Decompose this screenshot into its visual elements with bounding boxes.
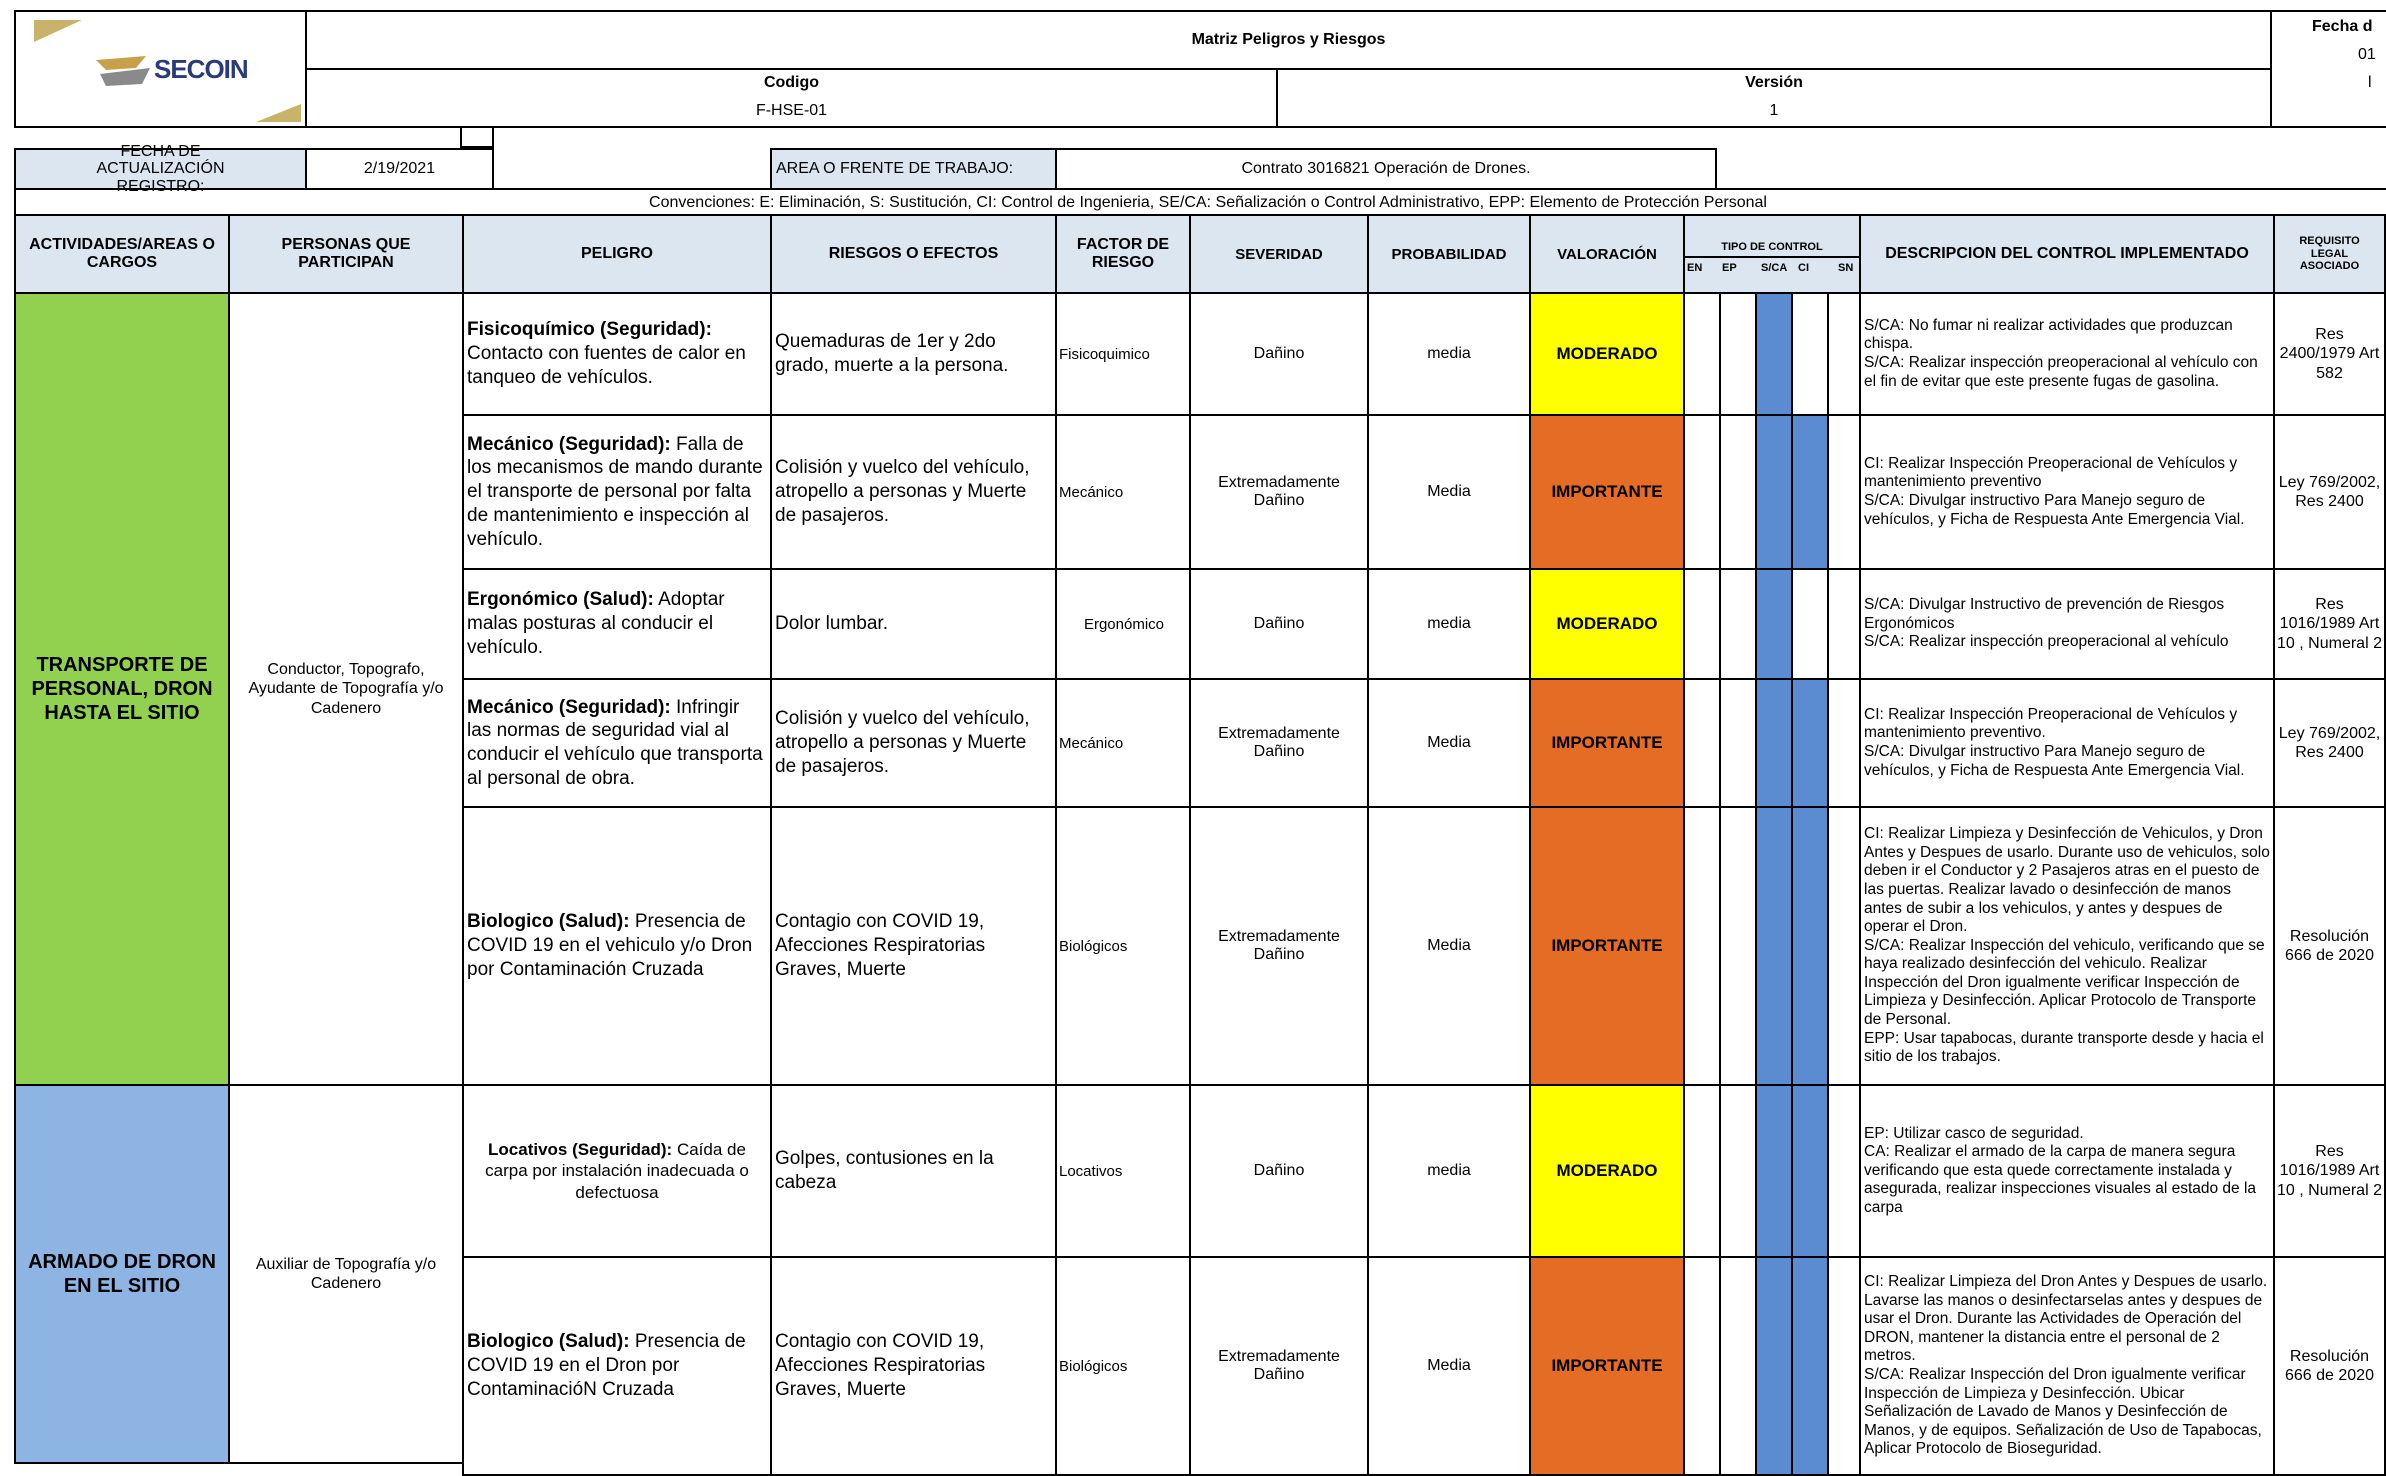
activity-armado: ARMADO DE DRON EN EL SITIO bbox=[14, 1084, 230, 1464]
control-sn-cell bbox=[1827, 678, 1861, 808]
peligro-cell bbox=[462, 292, 772, 416]
severidad-cell bbox=[1189, 806, 1369, 1086]
riesgo-cell bbox=[770, 292, 1057, 416]
requisito-cell bbox=[2273, 568, 2386, 680]
peligro-cell bbox=[462, 1256, 772, 1476]
control-en-cell bbox=[1683, 414, 1721, 570]
probabilidad-text: Media bbox=[1427, 1357, 1471, 1374]
peligro-type: Mecánico (Seguridad): bbox=[467, 433, 671, 455]
col-valoracion: VALORACIÓN bbox=[1529, 214, 1685, 294]
requisito-text: Ley 769/2002, Res 2400 bbox=[2278, 724, 2381, 761]
severidad-cell bbox=[1189, 568, 1369, 680]
requisito-text: Ley 769/2002, Res 2400 bbox=[2278, 473, 2381, 510]
riesgo-text: Quemaduras de 1er y 2do grado, muerte a la persona. bbox=[775, 331, 1009, 376]
control-sca-cell bbox=[1755, 806, 1793, 1086]
probabilidad-text: media bbox=[1427, 615, 1471, 632]
valoracion-cell bbox=[1529, 806, 1685, 1086]
riesgo-cell bbox=[770, 568, 1057, 680]
probabilidad-text: media bbox=[1427, 1162, 1471, 1179]
control-sn-cell bbox=[1827, 568, 1861, 680]
riesgo-cell bbox=[770, 1084, 1057, 1258]
requisito-cell bbox=[2273, 292, 2386, 416]
control-sca-cell bbox=[1755, 568, 1793, 680]
control-en-cell bbox=[1683, 1084, 1721, 1258]
fecha-cell bbox=[2270, 10, 2386, 128]
control-sca-cell bbox=[1755, 678, 1793, 808]
peligro-content bbox=[467, 433, 767, 552]
descripcion-cell bbox=[1859, 806, 2275, 1086]
descripcion-cell bbox=[1859, 568, 2275, 680]
fecha-value: 01 bbox=[2358, 46, 2376, 63]
descripcion-text: CI: Realizar Limpieza y Desinfección de Vehiculos, y Dron Antes y Despues de usarlo. Durante uso de vehiculos, solo deben ir el Conductor y 2 Pasajeros atras en el puesto de las puertas. Realizar lavado o desinfección de manos antes de subir a los vehiculos, y antes y despues de operar el Dron. S/CA: Realizar Inspección del vehiculo, verificando que se haya realizado desinfección del vehiculo. Realizar Inspección del Dron igualmente verificar Inspección de Limpieza y Desinfección. Aplicar Protocolo de Transporte de Personal. EPP: Usar tapabocas, durante transporte desde y hacia el sitio de los trabajos. bbox=[1864, 825, 2270, 1066]
control-ci-cell bbox=[1791, 1256, 1829, 1476]
peligro-content bbox=[467, 1330, 767, 1401]
requisito-cell bbox=[2273, 1084, 2386, 1258]
factor-text: Fisicoquimico bbox=[1059, 345, 1150, 363]
control-ep-cell bbox=[1719, 806, 1757, 1086]
control-sn-cell bbox=[1827, 806, 1861, 1086]
requisito-text: Resolución 666 de 2020 bbox=[2285, 927, 2374, 964]
peligro-cell bbox=[462, 1084, 772, 1258]
factor-text: Biológicos bbox=[1059, 937, 1128, 955]
valoracion-text: IMPORTANTE bbox=[1551, 936, 1663, 955]
control-en-cell bbox=[1683, 678, 1721, 808]
severidad-text: Extremadamente Dañino bbox=[1218, 725, 1340, 760]
probabilidad-cell bbox=[1367, 1084, 1531, 1258]
probabilidad-cell bbox=[1367, 678, 1531, 808]
descripcion-cell bbox=[1859, 292, 2275, 416]
logo-text: SECOIN bbox=[154, 54, 248, 84]
document-title: Matriz Peligros y Riesgos bbox=[305, 10, 2272, 70]
descripcion-cell bbox=[1859, 414, 2275, 570]
riesgo-text: Golpes, contusiones en la cabeza bbox=[775, 1148, 994, 1193]
descripcion-cell bbox=[1859, 678, 2275, 808]
control-ep-cell bbox=[1719, 414, 1757, 570]
control-sca-cell bbox=[1755, 1084, 1793, 1258]
probabilidad-text: Media bbox=[1427, 483, 1471, 500]
peligro-text: Infringir las normas de seguridad vial al conducir el vehículo que transporta al personal de obra. bbox=[467, 696, 763, 789]
tipo-en: EN bbox=[1687, 262, 1703, 274]
probabilidad-cell bbox=[1367, 414, 1531, 570]
col-descripcion: DESCRIPCION DEL CONTROL IMPLEMENTADO bbox=[1859, 214, 2275, 294]
control-sn-cell bbox=[1827, 1084, 1861, 1258]
tipo-sn: SN bbox=[1838, 262, 1854, 274]
descripcion-text: CI: Realizar Limpieza del Dron Antes y Despues de usarlo. Lavarse las manos o desinfectarselas antes y despues de usar el Dron. Durante las Actividades de Operación del DRON, mantener la distancia entre el personal de 2 metros. S/CA: Realizar Inspección del Dron igualmente verificar Inspección de Limpieza y Desinfección. Ubicar Señalización de Lavado de Manos y Desinfección de Manos, y de equipos. Señalización de Uso de Tapabocas, Aplicar Protocolo de Bioseguridad. bbox=[1864, 1273, 2268, 1458]
version-cell bbox=[1276, 68, 2272, 128]
requisito-text: Res 2400/1979 Art 582 bbox=[2279, 326, 2380, 382]
probabilidad-cell bbox=[1367, 292, 1531, 416]
requisito-text: Resolución 666 de 2020 bbox=[2285, 1347, 2374, 1384]
col-probabilidad: PROBABILIDAD bbox=[1367, 214, 1531, 294]
riesgo-text: Contagio con COVID 19, Afecciones Respiratorias Graves, Muerte bbox=[775, 1331, 986, 1400]
probabilidad-text: media bbox=[1427, 345, 1471, 362]
peligro-content bbox=[467, 910, 767, 981]
codigo-value: F-HSE-01 bbox=[755, 102, 828, 119]
control-ci-cell bbox=[1791, 678, 1829, 808]
control-ep-cell bbox=[1719, 292, 1757, 416]
descripcion-cell bbox=[1859, 1256, 2275, 1476]
area-label: AREA O FRENTE DE TRABAJO: bbox=[770, 148, 1057, 190]
requisito-cell bbox=[2273, 414, 2386, 570]
riesgo-cell bbox=[770, 678, 1057, 808]
valoracion-text: MODERADO bbox=[1556, 1161, 1658, 1180]
peligro-type: Biologico (Salud): bbox=[467, 911, 630, 933]
control-ci-cell bbox=[1791, 414, 1829, 570]
col-requisito: REQUISITO LEGAL ASOCIADO bbox=[2273, 214, 2386, 294]
peligro-text: Contacto con fuentes de calor en tanqueo de vehículos. bbox=[467, 343, 746, 388]
factor-text: Ergonómico bbox=[1083, 615, 1165, 633]
control-ep-cell bbox=[1719, 568, 1757, 680]
descripcion-cell bbox=[1859, 1084, 2275, 1258]
severidad-cell bbox=[1189, 414, 1369, 570]
valoracion-cell bbox=[1529, 414, 1685, 570]
control-en-cell bbox=[1683, 806, 1721, 1086]
factor-cell bbox=[1055, 414, 1191, 570]
convenciones-text: Convenciones: E: Eliminación, S: Sustitución, CI: Control de Ingenieria, SE/CA: Señalización o Control Administrativo, EPP: Elemento de Protección Personal bbox=[649, 194, 1767, 211]
peligro-type: Biologico (Salud): bbox=[467, 1331, 630, 1353]
codigo-label: Codigo bbox=[763, 74, 820, 91]
peligro-text: Falla de los mecanismos de mando durante el transporte de personal por falta de mantenimiento e inspección al vehículo. bbox=[467, 433, 763, 550]
peligro-text: Presencia de COVID 19 en el vehiculo y/o Dron por Contaminación Cruzada bbox=[467, 911, 753, 980]
control-en-cell bbox=[1683, 1256, 1721, 1476]
valoracion-text: IMPORTANTE bbox=[1551, 482, 1663, 501]
col-actividades: ACTIVIDADES/AREAS O CARGOS bbox=[14, 214, 230, 294]
severidad-cell bbox=[1189, 1084, 1369, 1258]
col-severidad: SEVERIDAD bbox=[1189, 214, 1369, 294]
fecha-label: Fecha d bbox=[2312, 18, 2373, 35]
valoracion-cell bbox=[1529, 568, 1685, 680]
col-factor: FACTOR DE RIESGO bbox=[1055, 214, 1191, 294]
factor-cell bbox=[1055, 678, 1191, 808]
factor-text: Mecánico bbox=[1059, 734, 1124, 752]
factor-text: Mecánico bbox=[1059, 483, 1124, 501]
riesgo-text: Colisión y vuelco del vehículo, atropello a personas y Muerte de pasajeros. bbox=[775, 708, 1030, 777]
peligro-cell bbox=[462, 414, 772, 570]
probabilidad-cell bbox=[1367, 1256, 1531, 1476]
severidad-text: Dañino bbox=[1253, 1162, 1305, 1179]
version-label: Versión bbox=[1745, 74, 1803, 91]
control-sca-cell bbox=[1755, 292, 1793, 416]
peligro-content bbox=[467, 588, 767, 659]
probabilidad-cell bbox=[1367, 568, 1531, 680]
severidad-cell bbox=[1189, 292, 1369, 416]
probabilidad-text: Media bbox=[1427, 734, 1471, 751]
riesgo-text: Contagio con COVID 19, Afecciones Respiratorias Graves, Muerte bbox=[775, 911, 986, 980]
riesgo-text: Colisión y vuelco del vehículo, atropello a personas y Muerte de pasajeros. bbox=[775, 457, 1030, 526]
factor-cell bbox=[1055, 1256, 1191, 1476]
tipo-sca: S/CA bbox=[1761, 262, 1788, 274]
requisito-text: Res 1016/1989 Art 10 , Numeral 2 bbox=[2277, 596, 2382, 652]
peligro-cell bbox=[462, 678, 772, 808]
control-en-cell bbox=[1683, 292, 1721, 416]
requisito-text: Res 1016/1989 Art 10 , Numeral 2 bbox=[2277, 1143, 2382, 1199]
valoracion-cell bbox=[1529, 1256, 1685, 1476]
activity-transporte: TRANSPORTE DE PERSONAL, DRON HASTA EL SITIO bbox=[14, 292, 230, 1086]
peligro-content bbox=[467, 1139, 767, 1203]
convenciones-row bbox=[14, 188, 2386, 216]
peligro-content bbox=[467, 696, 767, 791]
control-sca-cell bbox=[1755, 414, 1793, 570]
control-sn-cell bbox=[1827, 414, 1861, 570]
version-value: 1 bbox=[1769, 102, 1779, 119]
descripcion-text: CI: Realizar Inspección Preoperacional de Vehículos y mantenimiento preventivo. S/CA: Divulgar instructivo Para Manejo seguro de vehículos, y Ficha de Respuesta Ante Emergencia Vial. bbox=[1864, 705, 2245, 779]
severidad-text: Extremadamente Dañino bbox=[1218, 1348, 1340, 1383]
severidad-cell bbox=[1189, 1256, 1369, 1476]
control-sn-cell bbox=[1827, 1256, 1861, 1476]
control-ci-cell bbox=[1791, 1084, 1829, 1258]
spacer-cell bbox=[460, 126, 494, 148]
fecha-actualizacion-value: 2/19/2021 bbox=[305, 148, 494, 190]
peligro-type: Locativos (Seguridad): bbox=[488, 1140, 673, 1160]
descripcion-text: S/CA: No fumar ni realizar actividades que produzcan chispa. S/CA: Realizar inspección preoperacional al vehículo con el fin de evitar que este presente fugas de gasolina. bbox=[1864, 316, 2258, 390]
peligro-type: Mecánico (Seguridad): bbox=[467, 696, 671, 718]
personas-armado: Auxiliar de Topografía y/o Cadenero bbox=[228, 1084, 464, 1464]
probabilidad-cell bbox=[1367, 806, 1531, 1086]
valoracion-text: MODERADO bbox=[1556, 344, 1658, 363]
valoracion-text: IMPORTANTE bbox=[1551, 1356, 1663, 1375]
severidad-text: Extremadamente Dañino bbox=[1218, 474, 1340, 509]
riesgo-cell bbox=[770, 1256, 1057, 1476]
control-ep-cell bbox=[1719, 1256, 1757, 1476]
control-ci-cell bbox=[1791, 806, 1829, 1086]
personas-transporte: Conductor, Topografo, Ayudante de Topografía y/o Cadenero bbox=[228, 292, 464, 1086]
tipo-control-label: TIPO DE CONTROL bbox=[1721, 241, 1823, 253]
descripcion-text: S/CA: Divulgar Instructivo de prevención de Riesgos Ergonómicos S/CA: Realizar inspección preoperacional al vehículo bbox=[1864, 596, 2229, 651]
peligro-content bbox=[467, 318, 767, 389]
factor-cell bbox=[1055, 292, 1191, 416]
control-ep-cell bbox=[1719, 1084, 1757, 1258]
factor-cell bbox=[1055, 806, 1191, 1086]
peligro-type: Fisicoquímico (Seguridad): bbox=[467, 319, 712, 341]
valoracion-cell bbox=[1529, 678, 1685, 808]
valoracion-cell bbox=[1529, 1084, 1685, 1258]
area-value: Contrato 3016821 Operación de Drones. bbox=[1055, 148, 1717, 190]
riesgo-text: Dolor lumbar. bbox=[775, 613, 888, 635]
control-sca-cell bbox=[1755, 1256, 1793, 1476]
control-ep-cell bbox=[1719, 678, 1757, 808]
control-en-cell bbox=[1683, 568, 1721, 680]
col-peligro: PELIGRO bbox=[462, 214, 772, 294]
peligro-cell bbox=[462, 568, 772, 680]
requisito-cell bbox=[2273, 1256, 2386, 1476]
fecha-actualizacion-label: FECHA DE ACTUALIZACIÓN REGISTRO: bbox=[14, 148, 307, 190]
severidad-cell bbox=[1189, 678, 1369, 808]
peligro-text: Adoptar malas posturas al conducir el vehículo. bbox=[467, 589, 725, 658]
peligro-type: Ergonómico (Salud): bbox=[467, 589, 654, 611]
tipo-ep: EP bbox=[1722, 262, 1737, 274]
peligro-text: Caída de carpa por instalación inadecuada o defectuosa bbox=[485, 1140, 749, 1202]
severidad-text: Dañino bbox=[1253, 615, 1305, 632]
codigo-cell bbox=[305, 68, 1278, 128]
tipo-ci: CI bbox=[1798, 262, 1809, 274]
valoracion-text: MODERADO bbox=[1556, 614, 1658, 633]
riesgo-cell bbox=[770, 806, 1057, 1086]
valoracion-cell bbox=[1529, 292, 1685, 416]
severidad-text: Extremadamente Dañino bbox=[1218, 928, 1340, 963]
col-tipo-control bbox=[1683, 214, 1861, 294]
valoracion-text: IMPORTANTE bbox=[1551, 733, 1663, 752]
factor-text: Locativos bbox=[1059, 1162, 1123, 1180]
factor-cell bbox=[1055, 568, 1191, 680]
control-ci-cell bbox=[1791, 568, 1829, 680]
descripcion-text: EP: Utilizar casco de seguridad. CA: Realizar el armado de la carpa de manera segura verificando que esta quede correctamente instalada y asegurada, realizar inspecciones visuales al estado de la carpa bbox=[1864, 1124, 2257, 1216]
control-sn-cell bbox=[1827, 292, 1861, 416]
riesgo-cell bbox=[770, 414, 1057, 570]
requisito-cell bbox=[2273, 806, 2386, 1086]
fecha-extra: l bbox=[2368, 74, 2372, 91]
requisito-cell bbox=[2273, 678, 2386, 808]
factor-cell bbox=[1055, 1084, 1191, 1258]
peligro-cell bbox=[462, 806, 772, 1086]
severidad-text: Dañino bbox=[1253, 345, 1305, 362]
probabilidad-text: Media bbox=[1427, 937, 1471, 954]
peligro-text: Presencia de COVID 19 en el Dron por ContaminacióN Cruzada bbox=[467, 1331, 746, 1400]
col-riesgos: RIESGOS O EFECTOS bbox=[770, 214, 1057, 294]
descripcion-text: CI: Realizar Inspección Preoperacional de Vehículos y mantenimiento preventivo S/CA: Divulgar instructivo Para Manejo seguro de vehículos, y Ficha de Respuesta Ante Emergencia Vial. bbox=[1864, 454, 2245, 528]
control-ci-cell bbox=[1791, 292, 1829, 416]
col-personas: PERSONAS QUE PARTICIPAN bbox=[228, 214, 464, 294]
factor-text: Biológicos bbox=[1059, 1357, 1128, 1375]
logo-cell bbox=[14, 10, 307, 128]
